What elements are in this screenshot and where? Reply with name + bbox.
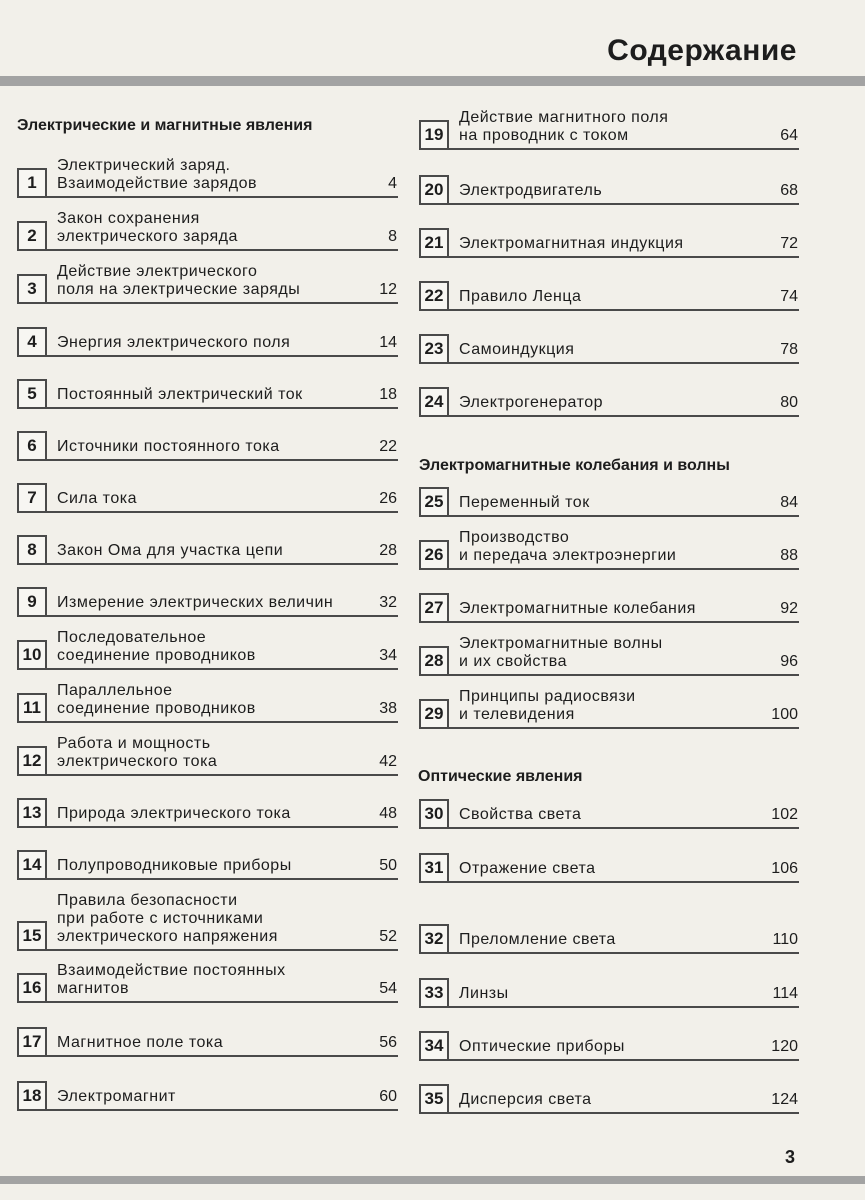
- page-ref: 68: [780, 182, 798, 199]
- lesson-title-line: Закон сохранения: [57, 210, 200, 227]
- lesson-number-box: 13: [17, 798, 47, 828]
- lesson-title-line: Взаимодействие зарядов: [57, 175, 258, 192]
- page-ref: 26: [379, 490, 397, 507]
- lesson-title-line: Правила безопасности: [57, 892, 238, 909]
- lesson-title: [459, 1091, 592, 1109]
- lesson-number-box: 18: [17, 1081, 47, 1111]
- lesson-title-line: Параллельное: [57, 682, 173, 699]
- lesson-title-line: Самоиндукция: [459, 341, 575, 358]
- lesson-title-line: Закон Ома для участка цепи: [57, 542, 284, 559]
- lesson-number-box: 34: [419, 1031, 449, 1061]
- lesson-title-line: Сила тока: [57, 490, 137, 507]
- lesson-title-line: Принципы радиосвязи: [459, 688, 636, 705]
- page-ref: 34: [379, 647, 397, 664]
- lesson-number-box: 6: [17, 431, 47, 461]
- page-ref: 106: [771, 860, 798, 877]
- page-ref: 114: [772, 985, 798, 1002]
- page-ref: 102: [771, 806, 798, 823]
- lesson-number-box: 35: [419, 1084, 449, 1114]
- lesson-title-line: Магнитное поле тока: [57, 1034, 224, 1051]
- lesson-number-box: 24: [419, 387, 449, 417]
- section-title: Оптические явления: [418, 768, 583, 785]
- page-ref: 92: [780, 600, 798, 617]
- page-ref: 74: [780, 288, 798, 305]
- lesson-title-line: соединение проводников: [57, 700, 256, 717]
- entry-underline: [449, 881, 799, 883]
- lesson-title-line: и телевидения: [459, 706, 575, 723]
- entry-underline: [449, 1112, 799, 1114]
- lesson-title: [459, 860, 596, 878]
- lesson-number-box: 10: [17, 640, 47, 670]
- toc-entry: [419, 813, 799, 883]
- lesson-title-line: Действие электрического: [57, 263, 258, 280]
- page-ref: 12: [379, 281, 397, 298]
- lesson-number-box: 29: [419, 699, 449, 729]
- lesson-title-line: электрического напряжения: [57, 928, 278, 945]
- lesson-title-line: Электромагнит: [57, 1088, 176, 1105]
- lesson-title-line: Дисперсия света: [459, 1091, 592, 1108]
- page-ref: 8: [388, 228, 397, 245]
- entry-underline: [47, 878, 398, 880]
- lesson-number-box: 19: [419, 120, 449, 150]
- lesson-title-line: Электромагнитные колебания: [459, 600, 696, 617]
- lesson-title-line: Свойства света: [459, 806, 582, 823]
- lesson-title-line: Линзы: [459, 985, 509, 1002]
- page-ref: 72: [780, 235, 798, 252]
- lesson-number-box: 11: [17, 693, 47, 723]
- lesson-title-line: Правило Ленца: [459, 288, 582, 305]
- lesson-number-box: 17: [17, 1027, 47, 1057]
- lesson-title-line: поля на электрические заряды: [57, 281, 301, 298]
- page-ref: 64: [780, 127, 798, 144]
- lesson-number-box: 21: [419, 228, 449, 258]
- lesson-title: [57, 857, 292, 875]
- lesson-title: [459, 394, 603, 412]
- lesson-title-line: Природа электрического тока: [57, 805, 291, 822]
- lesson-number-box: 14: [17, 850, 47, 880]
- lesson-title-line: соединение проводников: [57, 647, 256, 664]
- section-title: Электрические и магнитные явления: [17, 117, 313, 134]
- lesson-title-line: Действие магнитного поля: [459, 109, 669, 126]
- lesson-title-line: Отражение света: [459, 860, 596, 877]
- page-ref: 80: [780, 394, 798, 411]
- lesson-title: [459, 688, 636, 724]
- toc-entry: [17, 1041, 398, 1111]
- lesson-title-line: Последовательное: [57, 629, 207, 646]
- lesson-number-box: 28: [419, 646, 449, 676]
- page-ref: 52: [379, 928, 397, 945]
- lesson-number-box: 30: [419, 799, 449, 829]
- page-ref: 100: [771, 706, 798, 723]
- lesson-number-box: 31: [419, 853, 449, 883]
- lesson-title-line: электрического заряда: [57, 228, 238, 245]
- lesson-number-box: 23: [419, 334, 449, 364]
- lesson-number-box: 22: [419, 281, 449, 311]
- lesson-number-box: 26: [419, 540, 449, 570]
- page-ref: 28: [379, 542, 397, 559]
- lesson-number-box: 20: [419, 175, 449, 205]
- lesson-title-line: Оптические приборы: [459, 1038, 625, 1055]
- lesson-number-box: 25: [419, 487, 449, 517]
- section-title: Электромагнитные колебания и волны: [419, 457, 730, 474]
- lesson-title-line: Источники постоянного тока: [57, 438, 280, 455]
- lesson-title-line: и передача электроэнергии: [459, 547, 677, 564]
- bottom-divider: [0, 1176, 865, 1184]
- lesson-title-line: Электрический заряд.: [57, 157, 231, 174]
- lesson-number-box: 5: [17, 379, 47, 409]
- lesson-number-box: 4: [17, 327, 47, 357]
- page-ref: 96: [780, 653, 798, 670]
- page-ref: 14: [379, 334, 397, 351]
- lesson-title-line: Взаимодействие постоянных: [57, 962, 286, 979]
- lesson-title-line: Работа и мощность: [57, 735, 211, 752]
- page-ref: 124: [771, 1091, 798, 1108]
- lesson-number-box: 32: [419, 924, 449, 954]
- page-ref: 22: [379, 438, 397, 455]
- lesson-title-line: Переменный ток: [459, 494, 590, 511]
- lesson-title-line: Электромагнитная индукция: [459, 235, 684, 252]
- page-ref: 50: [379, 857, 397, 874]
- page-ref: 84: [780, 494, 798, 511]
- lesson-title-line: и их свойства: [459, 653, 567, 670]
- lesson-number-box: 12: [17, 746, 47, 776]
- lesson-title-line: магнитов: [57, 980, 130, 997]
- toc-entry: [17, 810, 398, 880]
- page-ref: 18: [379, 386, 397, 403]
- lesson-number-box: 15: [17, 921, 47, 951]
- lesson-title-line: Энергия электрического поля: [57, 334, 291, 351]
- lesson-number-box: 2: [17, 221, 47, 251]
- lesson-number-box: 27: [419, 593, 449, 623]
- lesson-number-box: 7: [17, 483, 47, 513]
- lesson-title-line: при работе с источниками: [57, 910, 264, 927]
- toc-entry: [419, 659, 799, 729]
- lesson-title-line: на проводник с током: [459, 127, 629, 144]
- page-ref: 48: [379, 805, 397, 822]
- lesson-number-box: 16: [17, 973, 47, 1003]
- lesson-title: [57, 1088, 176, 1106]
- lesson-title-line: Электрогенератор: [459, 394, 604, 411]
- page-ref: 56: [379, 1034, 397, 1051]
- page-ref: 4: [388, 175, 397, 192]
- page-ref: 110: [772, 931, 798, 948]
- page-ref: 42: [379, 753, 397, 770]
- lesson-title-line: Производство: [459, 529, 570, 546]
- entry-underline: [47, 1109, 398, 1111]
- lesson-number-box: 3: [17, 274, 47, 304]
- page-ref: 38: [379, 700, 397, 717]
- toc-entry: [419, 1044, 799, 1114]
- lesson-title-line: Измерение электрических величин: [57, 594, 334, 611]
- page-ref: 60: [379, 1088, 397, 1105]
- lesson-title-line: Полупроводниковые приборы: [57, 857, 292, 874]
- lesson-number-box: 1: [17, 168, 47, 198]
- lesson-number-box: 9: [17, 587, 47, 617]
- lesson-number-box: 8: [17, 535, 47, 565]
- lesson-title-line: Электродвигатель: [459, 182, 603, 199]
- entry-underline: [449, 415, 799, 417]
- lesson-title-line: Преломление света: [459, 931, 616, 948]
- page-ref: 88: [780, 547, 798, 564]
- page-ref: 78: [780, 341, 798, 358]
- page-ref: 54: [379, 980, 397, 997]
- page-number: 3: [784, 1147, 795, 1167]
- entry-underline: [449, 727, 799, 729]
- page-ref: 120: [771, 1038, 798, 1055]
- lesson-title-line: Электромагнитные волны: [459, 635, 663, 652]
- toc-entry: [419, 347, 799, 417]
- lesson-title-line: Постоянный электрический ток: [57, 386, 303, 403]
- lesson-number-box: 33: [419, 978, 449, 1008]
- page-ref: 32: [379, 594, 397, 611]
- page-title: Содержание: [607, 34, 797, 67]
- lesson-title-line: электрического тока: [57, 753, 218, 770]
